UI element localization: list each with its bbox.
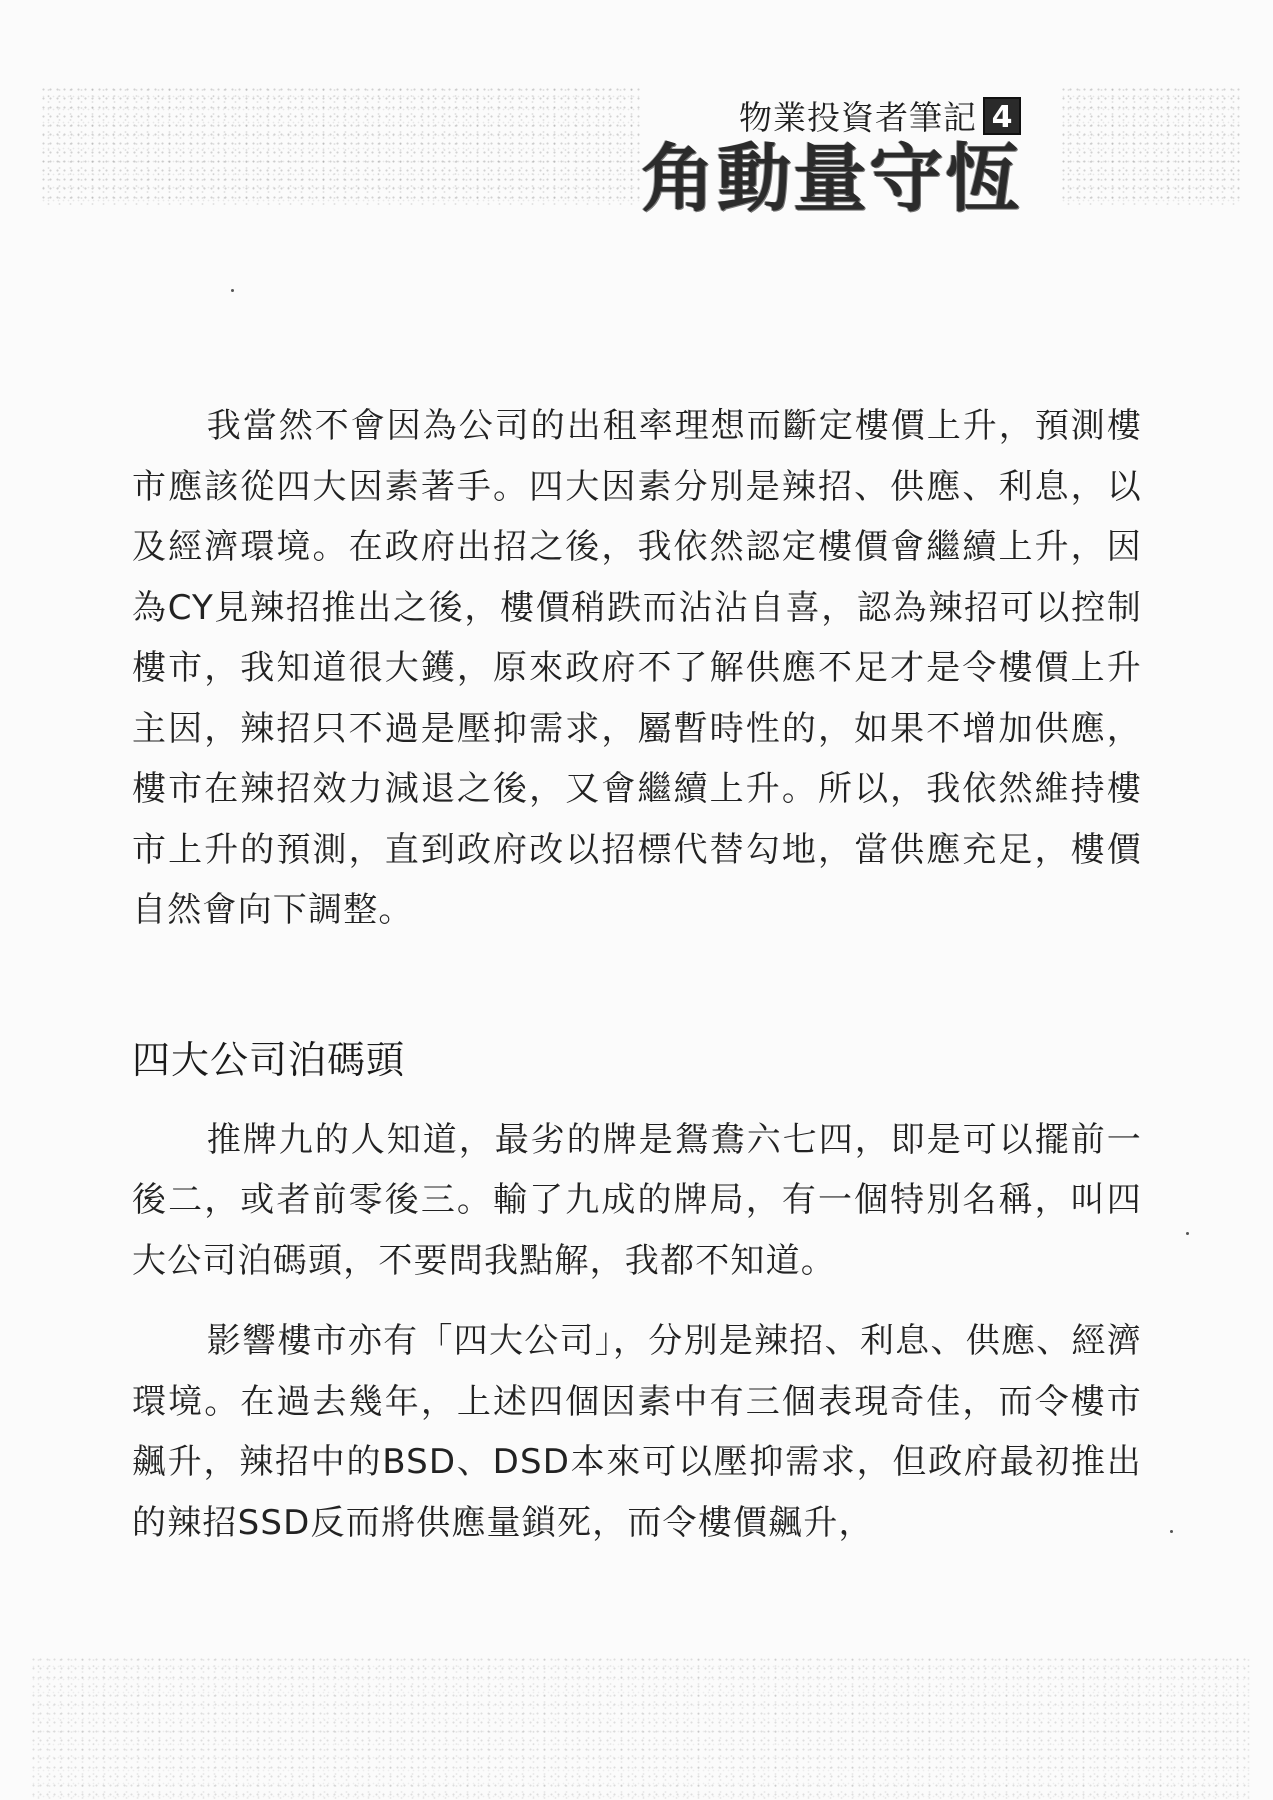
scan-speck bbox=[231, 289, 234, 292]
paragraph-1: 我當然不會因為公司的出租率理想而斷定樓價上升，預測樓市應該從四大因素著手。四大因素分別是辣招、供應、利息，以及經濟環境。在政府出招之後，我依然認定樓價會繼續上升，因為CY見辣招推出之後，樓價稍跌而沾沾自喜，認為辣招可以控制樓市，我知道很大鑊，原來政府不了解供應不足才是令樓價上升主因，辣招只不過是壓抑需求，屬暫時性的，如果不增加供應，樓市在辣招效力減退之後，又會繼續上升。所以，我依然維持樓市上升的預測，直到政府改以招標代替勾地，當供應充足，樓價自然會向下調整。 bbox=[132, 406, 1142, 930]
paragraph-3: 影響樓市亦有「四大公司」，分別是辣招、利息、供應、經濟環境。在過去幾年，上述四個因素中有三個表現奇佳，而令樓市飆升，辣招中的BSD、DSD本來可以壓抑需求，但政府最初推出的辣招SSD反而將供應量鎖死，而令樓價飆升， bbox=[132, 1321, 1142, 1543]
book-title: 角動量守恆 bbox=[641, 136, 1021, 222]
scan-speck bbox=[1170, 1530, 1173, 1533]
scan-speck bbox=[1186, 1232, 1189, 1235]
running-header bbox=[641, 92, 1021, 222]
section-heading: 四大公司泊碼頭 bbox=[132, 1037, 406, 1082]
paragraph-2: 推牌九的人知道，最劣的牌是鴛鴦六七四，即是可以擺前一後二，或者前零後三。輸了九成的牌局，有一個特別名稱，叫四大公司泊碼頭，不要問我點解，我都不知道。 bbox=[132, 1119, 1142, 1281]
scan-texture-top-right bbox=[1060, 85, 1240, 205]
body-content bbox=[132, 396, 1142, 1553]
volume-badge: 4 bbox=[983, 97, 1021, 135]
series-line bbox=[641, 92, 1021, 139]
scan-texture-top-left bbox=[40, 85, 640, 205]
series-title: 物業投資者筆記 bbox=[739, 98, 977, 137]
scan-texture-bottom bbox=[30, 1655, 1250, 1800]
